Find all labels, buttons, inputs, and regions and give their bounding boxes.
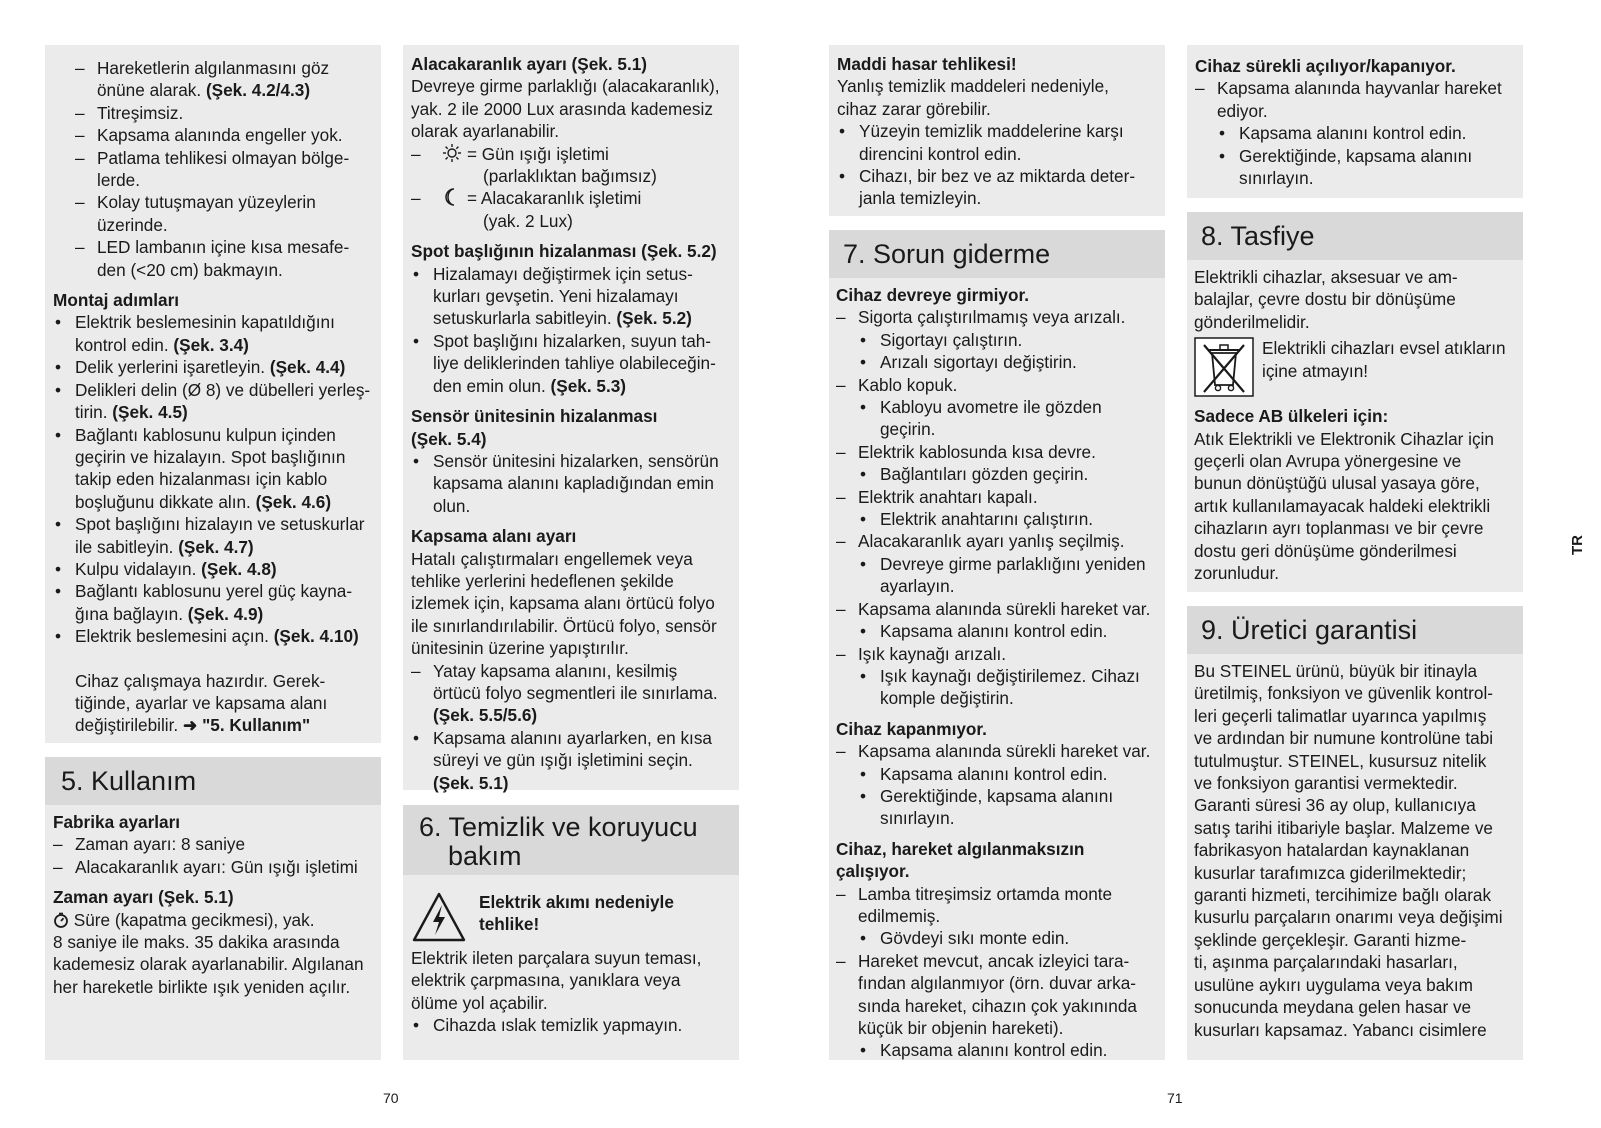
list-item: • Hizalamayı değiştirmek için setus- kurları gevşetin. Yeni hizalamayı setuskurlarla sabitleyin. (Şek. 5.2) — [411, 263, 729, 330]
list-item: – Elektrik anahtarı kapalı. • Elektrik anahtarını çalıştırın. — [836, 486, 1155, 531]
sun-icon — [442, 143, 462, 163]
list-item: – Kapsama alanında hayvanlar hareket ediyor. • Kapsama alanını kontrol edin. • Gerektiğinde, kapsama alanını sınırlayın. — [1195, 77, 1513, 189]
daylight-mode-row: – = Gün ışığı işletimi (parlaklıktan bağımsız) — [411, 143, 657, 187]
list-item: • Gövdeyi sıkı monte edin. — [858, 927, 1155, 949]
twilight-mode-row: – = Alacakaranlık işletimi (yak. 2 Lux) — [411, 188, 642, 231]
list-item: • Arızalı sigortayı değiştirin. — [858, 351, 1155, 373]
list-item: – Lamba titreşimsiz ortamda monte edilmemiş. • Gövdeyi sıkı monte edin. — [836, 883, 1155, 950]
eu-heading: Sadece AB ülkeleri için: — [1194, 406, 1389, 427]
list-item: • Sensör ünitesini hizalarken, sensörün kapsama alanını kapladığından emin olun. — [411, 450, 729, 517]
list-item: • Sigortayı çalıştırın. — [858, 329, 1155, 351]
list-item: – LED lambanın içine kısa mesafe- den (<20 cm) bakmayın. — [53, 236, 371, 281]
requirements-list — [53, 57, 371, 281]
list-item: – Sigorta çalıştırılmamış veya arızalı. • Sigortayı çalıştırın. • Arızalı sigortayı değiştirin. — [836, 306, 1155, 373]
ready-paragraph: Cihaz çalışmaya hazırdır. Gerek- tiğinde, ayarlar ve kapsama alanı değiştirilebilir. ➜ "5. Kullanım" — [75, 670, 328, 736]
electric-paragraph: Elektrik ileten parçalara suyun teması, elektrik çarpmasına, yanıklara veya ölüme yol açabilir. — [411, 948, 702, 1013]
sec5-box — [45, 757, 381, 1060]
list-item: • Kabloyu avometre ile gözden geçirin. — [858, 396, 1155, 441]
p4-box — [1187, 45, 1523, 198]
problem-4-heading: Cihaz sürekli açılıyor/kapanıyor. — [1195, 56, 1456, 76]
list-item: – Işık kaynağı arızalı. • Işık kaynağı değiştirilemez. Cihazı komple değiştirin. — [836, 643, 1155, 710]
electric-warning — [411, 891, 729, 943]
list-item: • Bağlantı kablosunu yerel güç kayna- ğına bağlayın. (Şek. 4.9) — [53, 580, 371, 625]
list-item: – Alacakaranlık ayarı: Gün ışığı işletimi — [53, 856, 371, 878]
weee-text: Elektrikli cihazları evsel atıkların içine atmayın! — [1262, 338, 1506, 381]
sec6-box — [403, 805, 739, 1060]
list-item: – Titreşimsiz. — [53, 102, 371, 124]
problem-3-list — [836, 883, 1155, 1062]
sec8-box — [1187, 212, 1523, 592]
list-item: – Yatay kapsama alanını, kesilmiş örtücü folyo segmentleri ile sınırlama. (Şek. 5.5/5.6) — [411, 660, 729, 727]
montaj-list — [53, 311, 371, 647]
maddi-heading: Maddi hasar tehlikesi! — [837, 54, 1017, 74]
problem-4-list — [1195, 77, 1513, 189]
list-item: • Kapsama alanını kontrol edin. — [1217, 122, 1513, 144]
col2-top-box — [403, 45, 739, 793]
sec9-box — [1187, 606, 1523, 1060]
electric-hazard-icon — [411, 891, 467, 943]
spot-list — [411, 263, 729, 397]
section-7-title: 7. Sorun giderme — [829, 230, 1165, 278]
list-item: • Elektrik anahtarını çalıştırın. — [858, 508, 1155, 530]
list-item: • Cihazı, bir bez ve az miktarda deter- janla temizleyin. — [837, 165, 1155, 210]
section-5-title: 5. Kullanım — [45, 757, 381, 805]
language-tab: TR — [1569, 535, 1586, 555]
list-item: – Kablo kopuk. • Kabloyu avometre ile gözden geçirin. — [836, 374, 1155, 441]
list-item: – Kapsama alanında engeller yok. — [53, 124, 371, 146]
zaman-heading: Zaman ayarı (Şek. 5.1) — [53, 887, 234, 908]
problem-1-heading: Cihaz devreye girmiyor. — [836, 285, 1029, 305]
list-item: • Elektrik beslemesinin kapatıldığını kontrol edin. (Şek. 3.4) — [53, 311, 371, 356]
spot-heading: Spot başlığının hizalanması (Şek. 5.2) — [411, 241, 717, 262]
page-number-right: 71 — [1167, 1090, 1183, 1106]
list-item: • Devreye girme parlaklığını yeniden ayarlayın. — [858, 553, 1155, 598]
crossed-bin-icon — [1194, 337, 1254, 397]
list-item: • Kapsama alanını kontrol edin. — [858, 1039, 1155, 1061]
list-item: – Elektrik kablosunda kısa devre. • Bağlantıları gözden geçirin. — [836, 441, 1155, 486]
sec7-box — [829, 230, 1165, 1060]
maddi-box — [829, 45, 1165, 216]
problem-1-list — [836, 306, 1155, 709]
list-item: – Kapsama alanında sürekli hareket var. • Kapsama alanını kontrol edin. — [836, 598, 1155, 643]
list-item: – Kapsama alanında sürekli hareket var. • Kapsama alanını kontrol edin. • Gerektiğinde, kapsama alanını sınırlayın. — [836, 740, 1155, 830]
maddi-paragraph: Yanlış temizlik maddeleri nedeniyle, cihaz zarar görebilir. — [837, 76, 1109, 119]
list-item: – Patlama tehlikesi olmayan bölge- lerde. — [53, 147, 371, 192]
kapsama-paragraph: Hatalı çalıştırmaları engellemek veya tehlike yerlerini hedeflenen şekilde izlemek için, kapsama alanı örtücü folyo ile sınırlandırılabilir. Örtücü folyo, sensör ünitesinin üzerine yapıştırılır. — [411, 548, 717, 659]
problem-2-heading: Cihaz kapanmıyor. — [836, 718, 987, 739]
maddi-list — [837, 120, 1155, 210]
list-item: • Delik yerlerini işaretleyin. (Şek. 4.4) — [53, 356, 371, 378]
section-9-title: 9. Üretici garantisi — [1187, 606, 1523, 654]
timer-icon — [53, 912, 69, 928]
list-item: • Yüzeyin temizlik maddelerine karşı direncini kontrol edin. — [837, 120, 1155, 165]
page-number-left: 70 — [383, 1090, 399, 1106]
moon-icon — [442, 187, 462, 207]
weee-notice — [1194, 337, 1513, 397]
tasfiye-paragraph: Elektrikli cihazlar, aksesuar ve am- balajlar, çevre dostu bir dönüşüme gönderilmelidir. — [1194, 267, 1458, 332]
list-item: • Kapsama alanını kontrol edin. — [858, 620, 1155, 642]
list-item: – Hareketlerin algılanmasını göz önüne alarak. (Şek. 4.2/4.3) — [53, 57, 371, 102]
electric-list — [411, 1014, 729, 1036]
list-item: – Kolay tutuşmayan yüzeylerin üzerinde. — [53, 191, 371, 236]
warning-text: Elektrik akımı nedeniyle tehlike! — [479, 892, 674, 935]
alaca-paragraph: Devreye girme parlaklığı (alacakaranlık), yak. 2 ile 2000 Lux arasında kademesiz olarak ayarlanabilir. — [411, 76, 720, 142]
list-item: – Hareket mevcut, ancak izleyici tara- fından algılanmıyor (örn. duvar arka- sında hareket, cihazın çok yakınında küçük bir objenin hareketi). • Kapsama alanını kontrol edin. — [836, 950, 1155, 1062]
list-item: • Kulpu vidalayın. (Şek. 4.8) — [53, 558, 371, 580]
col1-top-box — [45, 45, 381, 743]
fabrika-list — [53, 833, 371, 878]
garanti-paragraph: Bu STEINEL ürünü, büyük bir itinayla üretilmiş, fonksiyon ve güvenlik kontrol- leri geçerli talimatlar uyarınca yapılmış ve ardından bir numune kontrolüne tabi tutulmuştur. STEINEL, kusursuz nitelik ve fonksiyon garantisi vermektedir. Garanti süresi 36 ay olup, kullanıcıya satış tarihi itibariyle başlar. Malzeme ve fabrikasyon hatalardan kaynaklanan kusurlar tarafımızca giderilmektedir; garanti hizmeti, tercihimize bağlı olarak kusurlu parçaların onarımı veya değişimi şeklinde gerçekleşir. Garanti hizme- ti, aşınma parçalarındaki hasarları, usulüne aykırı uygulama veya bakım sonucunda meydana gelen hasar ve kusurları kapsamaz. Yabancı cisimlere — [1194, 661, 1503, 1040]
list-item: • Spot başlığını hizalarken, suyun tah- liye deliklerinden tahliye olabileceğin- den emin olun. (Şek. 5.3) — [411, 330, 729, 397]
kapsama-bullet-list — [411, 727, 729, 794]
list-item: • Bağlantı kablosunu kulpun içinden geçirin ve hizalayın. Spot başlığının takip eden hizalanması için kablo boşluğunu dikkate alın. (Şek. 4.6) — [53, 424, 371, 514]
list-item: • Cihazda ıslak temizlik yapmayın. — [411, 1014, 729, 1036]
montaj-heading: Montaj adımları — [53, 290, 180, 311]
list-item: • Elektrik beslemesini açın. (Şek. 4.10) — [53, 625, 371, 647]
list-item: • Işık kaynağı değiştirilemez. Cihazı komple değiştirin. — [858, 665, 1155, 710]
list-item: • Delikleri delin (Ø 8) ve dübelleri yerleş- tirin. (Şek. 4.5) — [53, 379, 371, 424]
list-item: • Spot başlığını hizalayın ve setuskurlar ile sabitleyin. (Şek. 4.7) — [53, 513, 371, 558]
kapsama-heading: Kapsama alanı ayarı — [411, 526, 577, 547]
list-item: • Kapsama alanını ayarlarken, en kısa süreyi ve gün ışığı işletimini seçin. (Şek. 5.1) — [411, 727, 729, 794]
list-item: • Gerektiğinde, kapsama alanını sınırlayın. — [858, 785, 1155, 830]
sensor-list — [411, 450, 729, 517]
alaca-heading: Alacakaranlık ayarı (Şek. 5.1) — [411, 54, 648, 74]
eu-paragraph: Atık Elektrikli ve Elektronik Cihazlar için geçerli olan Avrupa yönergesine ve bunun dönüştüğü ulusal yasaya göre, artık kullanılamayacak haldeki elektrikli cihazların ayrı toplanması ve bir çevre dostu geri dönüşüme gönderilmesi zorunludur. — [1194, 428, 1494, 584]
kapsama-dash-list — [411, 660, 729, 727]
zaman-paragraph: Süre (kapatma gecikmesi), yak. 8 saniye ile maks. 35 dakika arasında kademesiz olarak ayarlanabilir. Algılanan her hareketle birlikte ışık yeniden açılır. — [53, 909, 364, 997]
problem-3-heading: Cihaz, hareket algılanmaksızın çalışıyor. — [836, 838, 1085, 882]
section-6-title: 6. Temizlik ve koruyucu bakım — [403, 805, 739, 875]
list-item: – Alacakaranlık ayarı yanlış seçilmiş. • Devreye girme parlaklığını yeniden ayarlayın. — [836, 530, 1155, 597]
list-item: • Kapsama alanını kontrol edin. — [858, 763, 1155, 785]
list-item: • Gerektiğinde, kapsama alanını sınırlayın. — [1217, 145, 1513, 190]
problem-2-list — [836, 740, 1155, 830]
list-item: – Zaman ayarı: 8 saniye — [53, 833, 371, 855]
sensor-heading: Sensör ünitesinin hizalanması (Şek. 5.4) — [411, 406, 658, 449]
fabrika-heading: Fabrika ayarları — [53, 812, 181, 832]
list-item: • Bağlantıları gözden geçirin. — [858, 463, 1155, 485]
section-8-title: 8. Tasfiye — [1187, 212, 1523, 260]
